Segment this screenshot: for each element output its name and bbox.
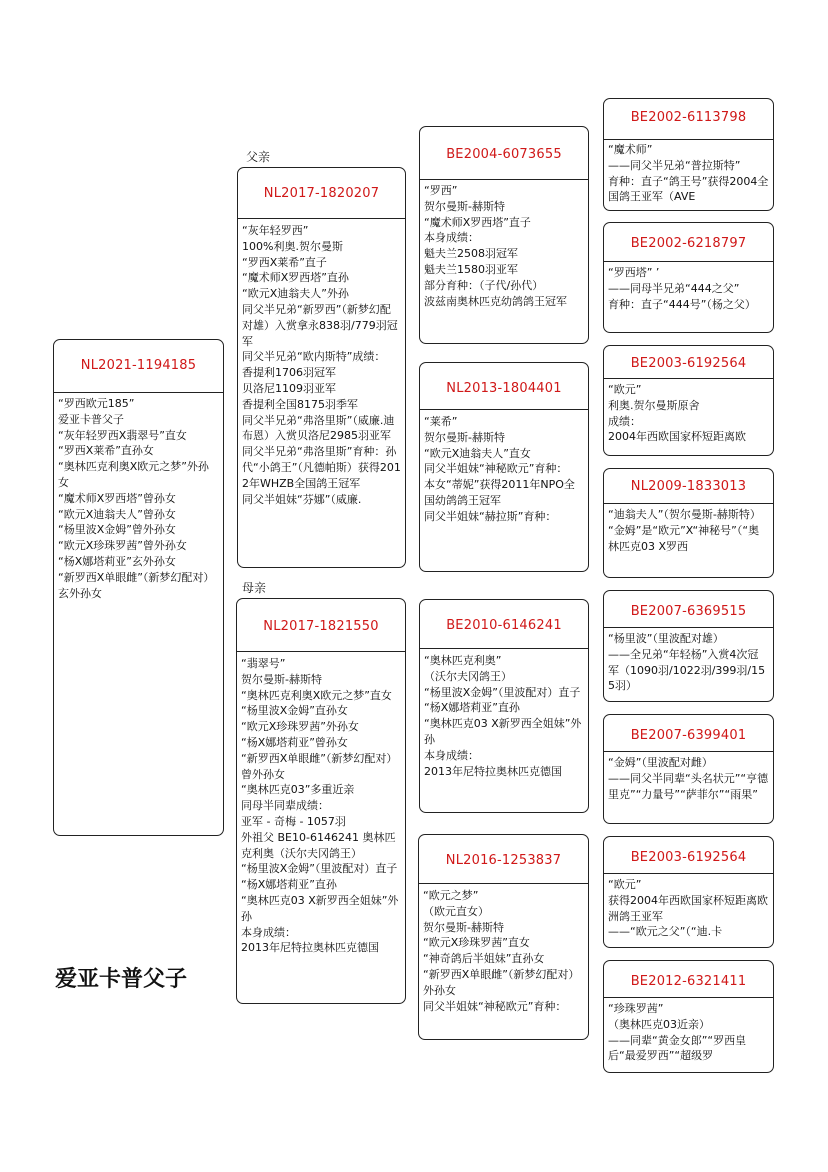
card-notes — [608, 382, 769, 445]
note-line: “奥林匹克利奥” — [424, 654, 502, 667]
pedigree-card-mother — [236, 598, 406, 1004]
pedigree-title: 爱亚卡普父子 — [55, 967, 188, 992]
pedigree-card-mf — [419, 599, 589, 813]
note-line: 同父半姐妹“神秘欧元”育种： — [424, 462, 568, 476]
note-line: “罗西X莱希”直孙女 — [58, 444, 154, 458]
pedigree-card-subject — [53, 339, 224, 836]
note-line: ——同母半兄弟“444之父” — [608, 281, 740, 295]
note-line: 外祖父 BE10-6146241 奥林匹克利奥（沃尔夫冈鸽王） — [241, 830, 396, 860]
ring-number: BE2010-6146241 — [446, 618, 562, 633]
note-line: “奥林匹克03 X新罗西全姐妹”外孙 — [424, 717, 582, 746]
note-line: “迪翁夫人”（贺尔曼斯-赫斯特） — [608, 508, 761, 521]
note-line: “魔术师X罗西塔”直孙 — [242, 271, 349, 285]
note-line: ——全兄弟“年轻杨”入赏4次冠军（1090羽/1022羽/399羽/155羽） — [608, 647, 766, 693]
note-line: 同父半兄弟“新罗西”（新梦幻配对雄）入赏拿永838羽/779羽冠军 — [242, 302, 398, 348]
note-line: 贺尔曼斯-赫斯特 — [241, 672, 322, 686]
note-line: “奥林匹克利奥X欧元之梦”直女 — [241, 688, 392, 702]
note-line: 同父半姐妹“神秘欧元”育种： — [423, 999, 567, 1013]
card-notes — [242, 223, 401, 507]
note-line: 100%利奥.贺尔曼斯 — [242, 239, 343, 253]
note-line: “欧元” — [608, 878, 642, 891]
note-line: “魔术师X罗西塔”直子 — [424, 215, 531, 229]
card-notes — [608, 631, 769, 694]
note-line: “魔术师X罗西塔”曾孙女 — [58, 491, 176, 505]
note-line: “罗西塔” ’ — [608, 266, 660, 279]
card-notes — [608, 755, 769, 802]
pedigree-card-ffm — [603, 222, 774, 333]
note-line: “欧元之梦” — [423, 889, 479, 902]
note-line: 同父半兄弟“欧内斯特”成绩： — [242, 350, 386, 364]
note-line: “金姆”（里波配对雌） — [608, 756, 713, 769]
note-line: “欧元X珍珠罗茜”直女 — [423, 936, 530, 950]
note-line: 获得2004年西欧国家杯短距离欧洲鸽王亚军 — [608, 893, 768, 923]
ring-number: BE2002-6113798 — [630, 110, 747, 125]
note-line: ——同父半兄弟“普拉斯特” — [608, 158, 741, 172]
pedigree-card-fm — [419, 362, 589, 572]
ring-number: BE2003-6192564 — [630, 356, 747, 371]
note-line: “杨X娜塔莉亚”曾孙女 — [241, 735, 348, 749]
note-line: “杨X娜塔莉亚”直孙 — [424, 701, 520, 715]
pedigree-card-fff — [603, 98, 774, 211]
note-line: “罗西X莱希”直子 — [242, 255, 327, 269]
note-line: “翡翠号” — [241, 657, 286, 670]
note-line: “奥林匹克利奥X欧元之梦”外孙女 — [58, 460, 209, 489]
note-line: 香提利全国8175羽季军 — [242, 397, 358, 411]
ring-number: NL2009-1833013 — [630, 479, 747, 494]
note-line: 育种：直子“444号”（杨之父） — [608, 297, 756, 311]
note-line: “欧元X珍珠罗茜”曾外孙女 — [58, 539, 187, 553]
ring-number: BE2007-6369515 — [630, 604, 747, 619]
card-notes — [423, 888, 584, 1014]
note-line: “金姆”是“欧元”X“神秘号”（“奥林匹克03 X罗西 — [608, 523, 760, 553]
note-line: “欧元X迪翁夫人”曾孙女 — [58, 507, 176, 521]
card-notes — [241, 656, 401, 956]
note-line: “奥林匹克03”多重近亲 — [241, 783, 355, 797]
note-line: 爱亚卡普父子 — [58, 412, 124, 426]
note-line: “新罗西X单眼雌”（新梦幻配对）玄外孙女 — [58, 570, 215, 600]
note-line: “莱希” — [424, 415, 458, 428]
ring-number: BE2003-6192564 — [630, 850, 747, 865]
note-line: 魁夫兰1580羽亚军 — [424, 262, 518, 276]
note-line: 本身成绩： — [424, 748, 479, 762]
note-line: 本身成绩： — [424, 231, 479, 245]
note-line: “杨里波X金姆”（里波配对）直子 — [241, 862, 398, 876]
note-line: （奥林匹克03近亲） — [608, 1017, 710, 1031]
pedigree-card-fmm — [603, 468, 774, 578]
note-line: 同父半姐妹“芬娜”（威廉. — [242, 492, 362, 506]
note-line: 贺尔曼斯-赫斯特 — [424, 199, 505, 213]
note-line: 同父半兄弟“弗洛里斯”育种：孙代“小鸽王”（凡德帕斯）获得2012年WHZB全国鸽王冠军 — [242, 445, 401, 490]
note-line: 2004年西欧国家杯短距离欧 — [608, 430, 746, 444]
note-line: 利奥.贺尔曼斯原舍 — [608, 398, 700, 412]
pedigree-card-mmm — [603, 960, 774, 1073]
note-line: 同父半姐妹“赫拉斯”育种： — [424, 509, 557, 523]
note-line: 贺尔曼斯-赫斯特 — [424, 430, 505, 444]
note-line: “杨X娜塔莉亚”直孙 — [241, 878, 337, 892]
note-line: 贝洛尼1109羽亚军 — [242, 381, 336, 395]
ring-number: BE2012-6321411 — [630, 974, 747, 989]
note-line: ——同辈“黄金女郎”“罗西皇后“最爱罗西”“超级罗 — [608, 1033, 747, 1063]
note-line: “杨X娜塔莉亚”玄外孙女 — [58, 554, 176, 568]
note-line: 2013年尼特拉奥林匹克德国 — [424, 764, 562, 778]
note-line: 波兹南奥林匹克幼鸽鸽王冠军 — [424, 294, 567, 308]
card-notes — [424, 183, 584, 309]
note-line: 育种：直子“鸽王号”获得2004全国鸽王亚军（AVE — [608, 174, 769, 204]
card-notes — [608, 877, 769, 940]
note-line: 香提利1706羽冠军 — [242, 366, 336, 380]
pedigree-card-mm — [418, 834, 589, 1040]
pedigree-card-fmf — [603, 345, 774, 456]
note-line: “魔术师” — [608, 143, 653, 156]
mother-label: 母亲 — [242, 581, 267, 595]
note-line: 亚军 - 奇梅 - 1057羽 — [241, 814, 346, 828]
note-line: 同母半同辈成绩： — [241, 799, 329, 813]
card-notes — [608, 1001, 769, 1064]
ring-number: NL2021-1194185 — [80, 358, 197, 373]
pedigree-card-mff — [603, 590, 774, 702]
ring-number: BE2007-6399401 — [630, 728, 747, 743]
pedigree-card-father — [237, 167, 406, 568]
note-line: 魁夫兰2508羽冠军 — [424, 247, 518, 261]
note-line: “新罗西X单眼雌”（新梦幻配对）曾外孙女 — [241, 751, 398, 781]
ring-number: NL2017-1821550 — [263, 619, 379, 634]
card-notes — [424, 414, 584, 525]
ring-number: BE2004-6073655 — [446, 147, 562, 162]
note-line: “杨里波”（里波配对雄） — [608, 632, 724, 645]
father-label: 父亲 — [246, 150, 271, 164]
note-line: “杨里波X金姆”曾外孙女 — [58, 523, 176, 537]
ring-number: NL2017-1820207 — [263, 186, 380, 201]
note-line: “奥林匹克03 X新罗西全姐妹”外孙 — [241, 893, 399, 923]
note-line: 贺尔曼斯-赫斯特 — [423, 920, 504, 934]
note-line: 同父半兄弟“弗洛里斯”（威廉.迪布恩）入赏贝洛尼2985羽亚军 — [242, 413, 395, 443]
card-notes — [608, 507, 769, 554]
note-line: 本女“蒂妮”获得2011年NPO全国幼鸽鸽王冠军 — [424, 478, 575, 507]
card-notes — [608, 265, 769, 312]
note-line: 本身成绩： — [241, 925, 296, 939]
ring-number: NL2013-1804401 — [446, 381, 562, 396]
note-line: “欧元X迪翁夫人”直女 — [424, 446, 531, 460]
note-line: “新罗西X单眼雌”（新梦幻配对）外孙女 — [423, 967, 580, 997]
note-line: “欧元” — [608, 383, 642, 396]
note-line: 成绩： — [608, 414, 641, 428]
note-line: “灰年轻罗西X翡翠号”直女 — [58, 428, 187, 442]
card-notes — [608, 142, 769, 205]
note-line: “灰年轻罗西” — [242, 224, 309, 237]
note-line: “神奇鸽后半姐妹”直孙女 — [423, 952, 545, 966]
note-line: ——“欧元之父”（“迪.卡 — [608, 925, 723, 939]
ring-number: NL2016-1253837 — [445, 853, 562, 868]
note-line: “杨里波X金姆”直孙女 — [241, 704, 348, 718]
note-line: （欧元直女） — [423, 904, 489, 918]
pedigree-card-mfm — [603, 714, 774, 824]
card-notes — [58, 396, 219, 601]
note-line: 2013年尼特拉奥林匹克德国 — [241, 941, 379, 955]
note-line: “杨里波X金姆”（里波配对）直子 — [424, 685, 581, 699]
ring-number: BE2002-6218797 — [630, 236, 747, 251]
note-line: ——同父半同辈“头名状元”“亨德里克”“力量号”“萨菲尔”“雨果” — [608, 771, 769, 801]
card-notes — [424, 653, 584, 779]
note-line: “罗西” — [424, 184, 458, 197]
note-line: （沃尔夫冈鸽王） — [424, 669, 512, 683]
note-line: 部分育种：（子代/孙代） — [424, 278, 544, 292]
note-line: “罗西欧元185” — [58, 397, 135, 410]
note-line: “珍珠罗茜” — [608, 1002, 664, 1015]
note-line: “欧元X珍珠罗茜”外孙女 — [241, 720, 359, 734]
pedigree-card-ff — [419, 126, 589, 344]
note-line: “欧元X迪翁夫人”外孙 — [242, 287, 349, 301]
pedigree-card-mmf — [603, 836, 774, 948]
